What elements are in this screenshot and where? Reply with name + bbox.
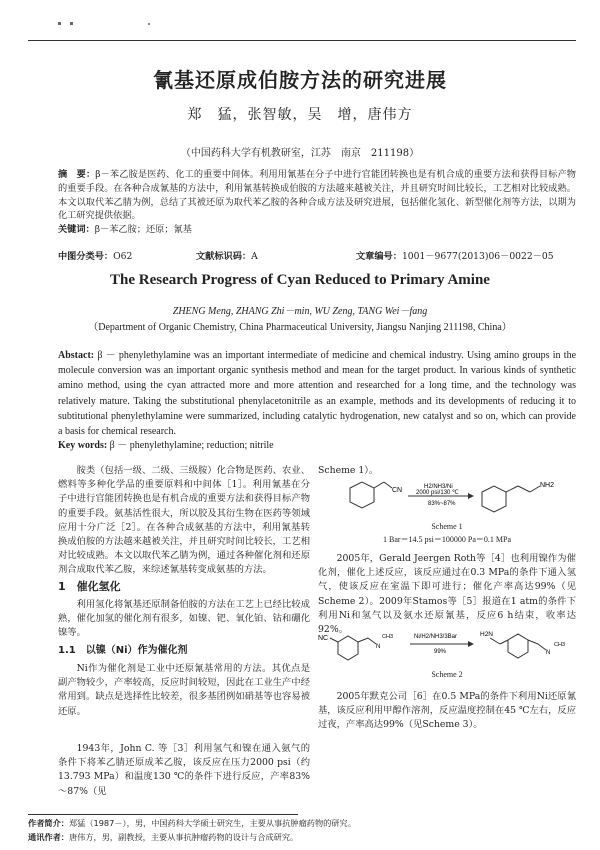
intro-paragraph: 胺类（包括一级、二级、三级胺）化合物是医药、农业、燃料等多种化学品的重要原料和中间体［1］。利用氰基在分子中进行官能团转换也是有机合成的重要方法和获得目标产物的重要手段。氨基活性很大，所以胶及其衍生物在医药等领域应用十分广泛［2］。在各种合成氨基的方法中，利用氰基转换成伯胺的方法越来越被关注，并且研究时间比较长，工艺相对比较成熟。本文以取代苯乙腈为例，通过各种催化剂和还原剂合成取代苯乙胺，来综述氰基转变成氨基的方法。 xyxy=(58,465,310,576)
product-benzene-ring xyxy=(482,486,506,512)
n-label: N xyxy=(376,644,381,650)
ch3-label: CH3 xyxy=(382,634,394,640)
footnote-rule xyxy=(28,814,298,815)
section-1-paragraph: 利用氢化将氰基还原制备伯胺的方法在工艺上已经比较成熟，催化加氢的催化剂有很多，如镍、钯、氧化铂、钴和硼化镍等。 xyxy=(58,599,310,639)
english-authors: ZHENG Meng, ZHANG Zhi－min, WU Zeng, TANG Wei－fang xyxy=(172,306,428,317)
condition-3: 83%~87% xyxy=(428,501,456,507)
benzene-ring xyxy=(350,482,374,508)
english-abstract-label: Abstact: xyxy=(58,350,95,361)
keywords-label: 关键词： xyxy=(58,224,95,236)
article-number: 文章编号：1001－9677(2013)06－0022－05 xyxy=(356,251,554,262)
corresponding-author-note: 通讯作者：唐伟方，男，副教授，主要从事抗肿瘤药物的设计与合成研究。 xyxy=(28,832,299,842)
header-decoration xyxy=(28,20,576,28)
scheme-1-intro: Scheme 1）。 xyxy=(318,465,379,476)
cn-group-label: CN xyxy=(392,487,403,494)
english-title: The Research Progress of Cyan Reduced to Primary Amine xyxy=(110,272,490,288)
document-code: 文献标识码：A xyxy=(196,251,258,262)
clc-number: 中图分类号：O62 xyxy=(58,251,133,262)
english-keywords-label: Key words: xyxy=(58,440,108,451)
paragraph-2005-roth: 2005年，Gerald Jeergen Roth等［4］也利用镍作为催化剂，催化上述反应，该反应通过在0.3 MPa的条件下通入氢气，使该反应在室温下即可进行；催化产率高达99%（见Scheme 2）。2009年Stamos等［5］报道在1 atm的条件下利用Ni和氢气以及氨水还原氰基，反应6 h结束，收率达92%。 xyxy=(318,553,576,636)
h2n-group-label: H2N xyxy=(480,631,494,638)
scheme-1-caption: Scheme 1 xyxy=(431,522,463,531)
english-abstract-text: β － phenylethylamine was an important intermediate of medicine and chemical industry. Using amino groups in the molecule conversion was an important organic synthesis method and mean for the target product. In various kinds of synthetic amino method, using the cyan attracted more and more attention and researched for a long time, and the technology was relatively mature. Taking the substitutional phenylacetonitrile as an example, methods and its developments of reducing it to subtitutional phenylethylamine were summarized, including catalytic hydrogenation, new catalyst and so on, which can provide a basis for chemical research. xyxy=(58,350,577,438)
condition-2: 2000 psi/130 ℃ xyxy=(416,490,459,496)
condition-2-2: 99% xyxy=(434,649,447,655)
paragraph-1943: 1943年，John C. 等［3］利用氢气和镍在通入氨气的条件下将苯乙腈还原成苯乙胺，该反应在压力2000 psi（约13.793 MPa）和温度130 ℃的条件下进行反应，产率83%～87%（见 xyxy=(58,743,310,797)
keywords-text: β－苯乙胺；还原；氰基 xyxy=(94,224,192,236)
scheme-2-caption: Scheme 2 xyxy=(431,670,463,679)
english-affiliation: （Department of Organic Chemistry, China Pharmaceutical University, Jiangsu Nanjing 211198, China） xyxy=(88,322,512,333)
nc-group-label: NC xyxy=(318,635,329,642)
condition-2-1: Ni/H2/NH3/3Bar xyxy=(414,634,458,640)
english-keywords xyxy=(58,436,576,451)
chinese-affiliation: （中国药科大学有机教研室，江苏 南京 211198） xyxy=(180,148,420,159)
unit-conversion-note: 1 Bar＝14.5 psi＝100000 Pa＝0.1 MPa xyxy=(383,535,511,544)
ch3-label-2: CH3 xyxy=(554,642,566,648)
english-abstract xyxy=(58,348,576,439)
english-keywords-text: β － phenylethylamine; reduction; nitrile xyxy=(109,440,274,451)
scheme-2-diagram xyxy=(318,626,576,670)
paragraph-2005-merck: 2005年默克公司［6］在0.5 MPa的条件下利用Ni还原氰基，该反应利用甲醇作溶剂，反应温度控制在45 ℃左右，反应过夜，产率高达99%（见Scheme 3）。 xyxy=(318,691,576,731)
section-1-1-paragraph: Ni作为催化剂是工业中还原氰基常用的方法。其优点是副产物较少，产率较高，反应时间较短，因此在工业生产中经常用到。缺点是选择性比较差，很多基团例如硝基等也容易被还原。 xyxy=(58,663,310,717)
abstract-text: β－苯乙胺是医药、化工的重要中间体。利用用氰基在分子中进行官能团转换也是有机合成的重要方法和获得目标产物的重要手段。在各种合成氰基的方法中，利用氰基转换成伯胺的方法越来越被关注，并且研究时间比较长，工艺相对比较成熟。本文以取代苯乙腈为例，总结了其被还原为取代苯乙胺的各种合成方法及研究进展，包括催化氢化、新型催化剂等方法，以期为化工研究提供依据。 xyxy=(58,169,576,222)
benzene-ring-2 xyxy=(338,636,358,660)
chinese-authors: 郑 猛，张智敏，吴 增，唐伟方 xyxy=(187,107,413,123)
condition-1: H2/NH3/Ni xyxy=(424,484,453,490)
n-label-2: N xyxy=(546,650,551,656)
product-benzene-ring-2 xyxy=(508,634,528,658)
header-rule xyxy=(28,40,576,41)
nh2-group-label: NH2 xyxy=(540,482,555,489)
author-note: 作者简介：郑猛（1987－），男，中国药科大学硕士研究生，主要从事抗肿瘤药物的研究。 xyxy=(28,818,356,828)
section-heading-1-1: 1.1 以镍（Ni）作为催化剂 xyxy=(58,645,188,656)
abstract-label: 摘 要： xyxy=(58,169,96,180)
chinese-title: 氰基还原成伯胺方法的研究进展 xyxy=(153,68,447,92)
section-heading-1: 1 催化氢化 xyxy=(58,580,121,593)
scheme-1-diagram xyxy=(330,478,560,522)
chinese-abstract xyxy=(58,168,576,237)
